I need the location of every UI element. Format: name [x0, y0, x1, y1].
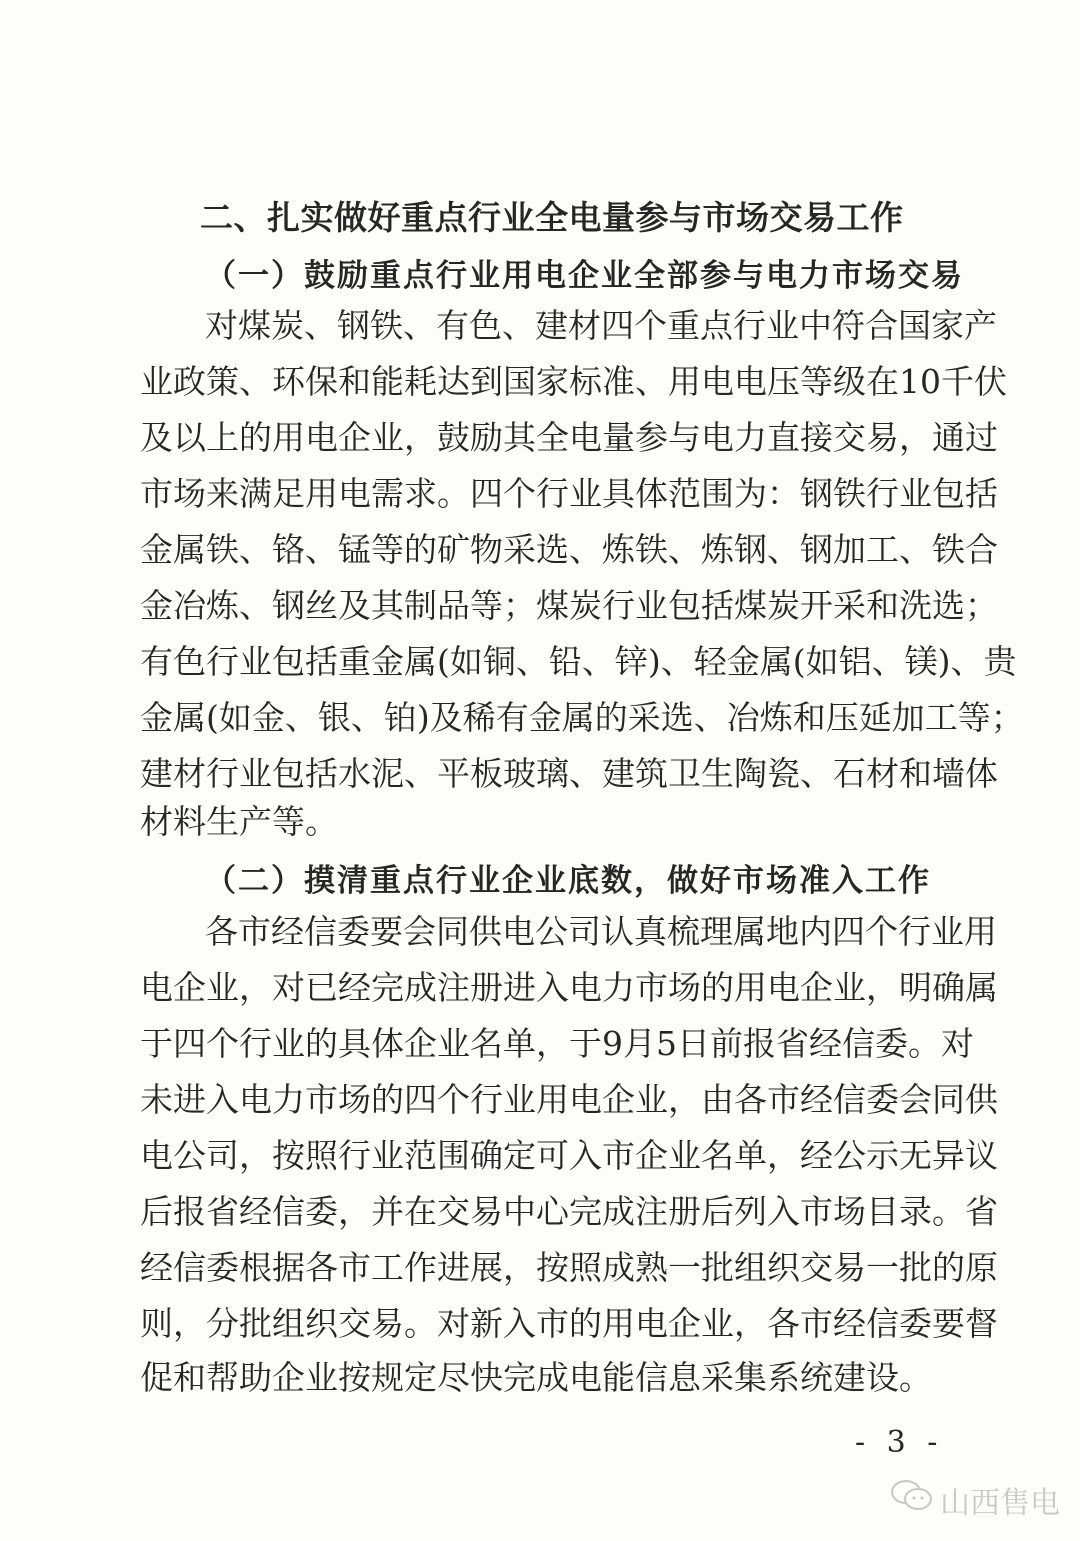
- paragraph-line: 对煤炭、钢铁、有色、建材四个重点行业中符合国家产: [205, 306, 997, 345]
- paragraph-line: 各市经信委要会同供电公司认真梳理属地内四个行业用: [205, 912, 997, 951]
- paragraph-line: 有色行业包括重金属(如铜、铅、锌)、轻金属(如铝、镁)、贵: [140, 642, 1017, 681]
- paragraph-line: 未进入电力市场的四个行业用电企业，由各市经信委会同供: [140, 1080, 998, 1119]
- paragraph-line: 材料生产等。: [140, 802, 338, 841]
- subsection-1-title: （一）鼓励重点行业用电企业全部参与电力市场交易: [205, 258, 964, 294]
- paragraph-line: 后报省经信委，并在交易中心完成注册后列入市场目录。省: [140, 1192, 998, 1231]
- paragraph-line: 金冶炼、钢丝及其制品等；煤炭行业包括煤炭开采和洗选；: [140, 586, 998, 625]
- subsection-2-title: （二）摸清重点行业企业底数，做好市场准入工作: [205, 863, 931, 899]
- page-number: - 3 -: [855, 1425, 944, 1460]
- section-title: 二、扎实做好重点行业全电量参与市场交易工作: [200, 198, 904, 237]
- watermark-text: 山西售电: [940, 1486, 1060, 1521]
- paragraph-line: 建材行业包括水泥、平板玻璃、建筑卫生陶瓷、石材和墙体: [140, 754, 998, 793]
- wechat-icon: [890, 1479, 934, 1521]
- paragraph-line: 于四个行业的具体企业名单，于9月5日前报省经信委。对: [140, 1024, 974, 1063]
- watermark: [890, 1478, 1060, 1522]
- paragraph-line: 经信委根据各市工作进展，按照成熟一批组织交易一批的原: [140, 1248, 998, 1287]
- paragraph-line: 则，分批组织交易。对新入市的用电企业，各市经信委要督: [140, 1304, 998, 1343]
- paragraph-line: 市场来满足用电需求。四个行业具体范围为：钢铁行业包括: [140, 474, 998, 513]
- paragraph-line: 电公司，按照行业范围确定可入市企业名单，经公示无异议: [140, 1136, 998, 1175]
- paragraph-line: 业政策、环保和能耗达到国家标准、用电电压等级在10千伏: [140, 362, 1007, 401]
- paragraph-line: 电企业，对已经完成注册进入电力市场的用电企业，明确属: [140, 968, 998, 1007]
- paragraph-line: 金属铁、铬、锰等的矿物采选、炼铁、炼钢、钢加工、铁合: [140, 530, 998, 569]
- paragraph-line: 金属(如金、银、铂)及稀有金属的采选、冶炼和压延加工等；: [140, 698, 1024, 737]
- paragraph-line: 促和帮助企业按规定尽快完成电能信息采集系统建设。: [140, 1358, 932, 1397]
- paragraph-line: 及以上的用电企业，鼓励其全电量参与电力直接交易，通过: [140, 418, 998, 457]
